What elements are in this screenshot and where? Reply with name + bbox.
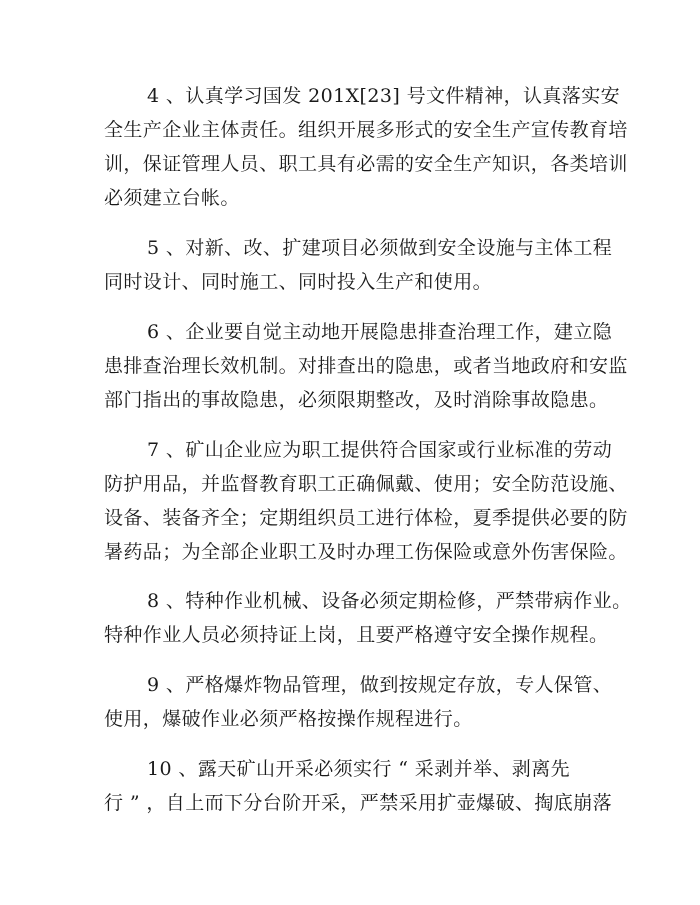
paragraph-item-9	[104, 668, 614, 736]
paragraph-line: 8 、特种作业机械、设备必须定期检修，严禁带病作业。	[147, 590, 632, 612]
paragraph-line: 4 、认真学习国发 201X[23] 号文件精神，认真落实安	[147, 85, 621, 107]
paragraph-line: 必须建立台帐。	[104, 187, 240, 209]
paragraph-item-6	[104, 315, 628, 417]
paragraph-line: 行 ” ，自上而下分台阶开采，严禁采用扩壶爆破、掏底崩落	[104, 792, 612, 814]
paragraph-item-8	[104, 584, 632, 652]
paragraph-line: 使用，爆破作业必须严格按操作规程进行。	[104, 708, 473, 730]
paragraph-line: 部门指出的事故隐患，必须限期整改，及时消除事故隐患。	[104, 389, 609, 411]
paragraph-item-10	[104, 752, 614, 820]
paragraph-line: 10 、露天矿山开采必须实行 “ 采剥并举、剥离先	[147, 758, 571, 780]
paragraph-line: 患排查治理长效机制。对排查出的隐患，或者当地政府和安监	[104, 355, 628, 377]
paragraph-item-7	[104, 433, 628, 569]
paragraph-line: 全生产企业主体责任。组织开展多形式的安全生产宣传教育培	[104, 119, 628, 141]
paragraph-line: 7 、矿山企业应为职工提供符合国家或行业标准的劳动	[147, 439, 613, 461]
paragraph-line: 同时设计、同时施工、同时投入生产和使用。	[104, 271, 493, 293]
paragraph-line: 5 、对新、改、扩建项目必须做到安全设施与主体工程	[147, 237, 613, 259]
paragraph-line: 设备、装备齐全；定期组织员工进行体检，夏季提供必要的防	[104, 507, 628, 529]
paragraph-line: 防护用品，并监督教育职工正确佩戴、使用；安全防范设施、	[104, 473, 628, 495]
paragraph-line: 特种作业人员必须持证上岗，且要严格遵守安全操作规程。	[104, 624, 609, 646]
paragraph-line: 暑药品；为全部企业职工及时办理工伤保险或意外伤害保险。	[104, 541, 628, 563]
paragraph-item-5	[104, 231, 614, 299]
paragraph-line: 训，保证管理人员、职工具有必需的安全生产知识，各类培训	[104, 153, 628, 175]
paragraph-line: 9 、严格爆炸物品管理，做到按规定存放，专人保管、	[147, 674, 613, 696]
paragraph-line: 6 、企业要自觉主动地开展隐患排查治理工作，建立隐	[147, 321, 613, 343]
paragraph-item-4	[104, 79, 628, 215]
